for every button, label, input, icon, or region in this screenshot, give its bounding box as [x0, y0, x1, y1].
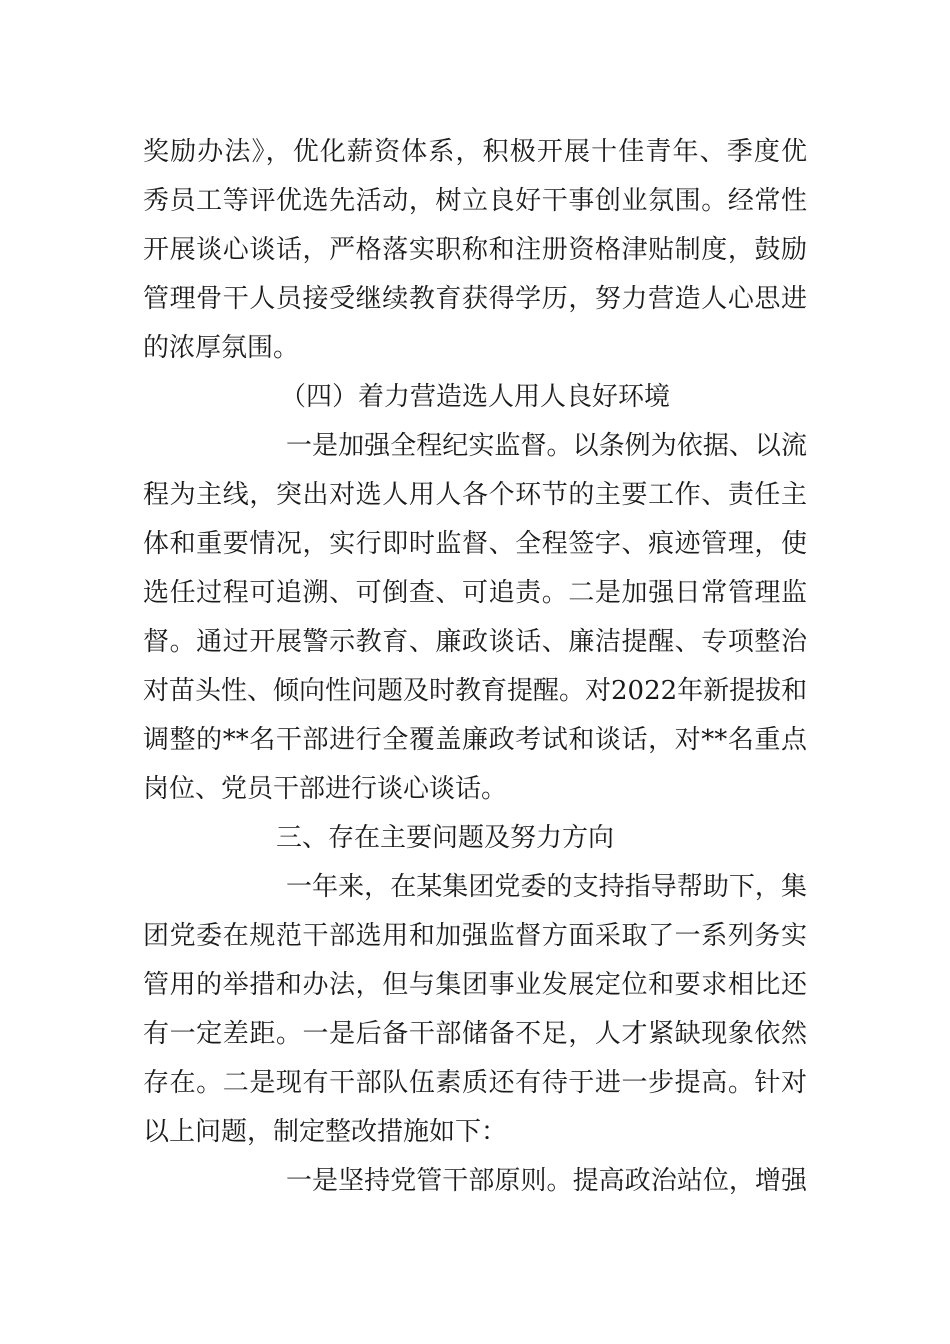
body-line: 程为主线，突出对选人用人各个环节的主要工作、责任主	[143, 480, 807, 510]
body-line: 的浓厚氛围。	[143, 333, 300, 363]
body-line: 管用的举措和办法，但与集团事业发展定位和要求相比还	[143, 970, 807, 1000]
body-line: 以上问题，制定整改措施如下：	[143, 1117, 508, 1147]
chapter-heading: 三、存在主要问题及努力方向	[276, 823, 615, 853]
body-line: 团党委在规范干部选用和加强监督方面采取了一系列务实	[143, 921, 807, 951]
body-line: 对苗头性、倾向性问题及时教育提醒。对2022年新提拔和	[143, 676, 808, 706]
body-line: 管理骨干人员接受继续教育获得学历，努力营造人心思进	[143, 284, 807, 314]
body-line: 选任过程可追溯、可倒查、可追责。二是加强日常管理监	[143, 578, 807, 608]
body-line: 督。通过开展警示教育、廉政谈话、廉洁提醒、专项整治	[143, 627, 807, 657]
body-line: 有一定差距。一是后备干部储备不足，人才紧缺现象依然	[143, 1019, 807, 1049]
paragraph-first-line: 一是加强全程纪实监督。以条例为依据、以流	[286, 431, 807, 461]
body-line: 秀员工等评优选先活动，树立良好干事创业氛围。经常性	[143, 186, 807, 216]
section-heading: （四）着力营造选人用人良好环境	[280, 382, 671, 412]
body-line: 岗位、党员干部进行谈心谈话。	[143, 774, 508, 804]
body-line: 体和重要情况，实行即时监督、全程签字、痕迹管理，使	[143, 529, 807, 559]
document-body	[143, 128, 807, 1206]
body-line: 调整的**名干部进行全覆盖廉政考试和谈话，对**名重点	[143, 725, 807, 755]
body-line: 存在。二是现有干部队伍素质还有待于进一步提高。针对	[143, 1068, 807, 1098]
paragraph-first-line: 一是坚持党管干部原则。提高政治站位，增强	[286, 1166, 807, 1196]
body-line: 开展谈心谈话，严格落实职称和注册资格津贴制度，鼓励	[143, 235, 807, 265]
paragraph-first-line: 一年来，在某集团党委的支持指导帮助下，集	[286, 872, 807, 902]
body-line: 奖励办法》，优化薪资体系，积极开展十佳青年、季度优	[143, 137, 807, 167]
